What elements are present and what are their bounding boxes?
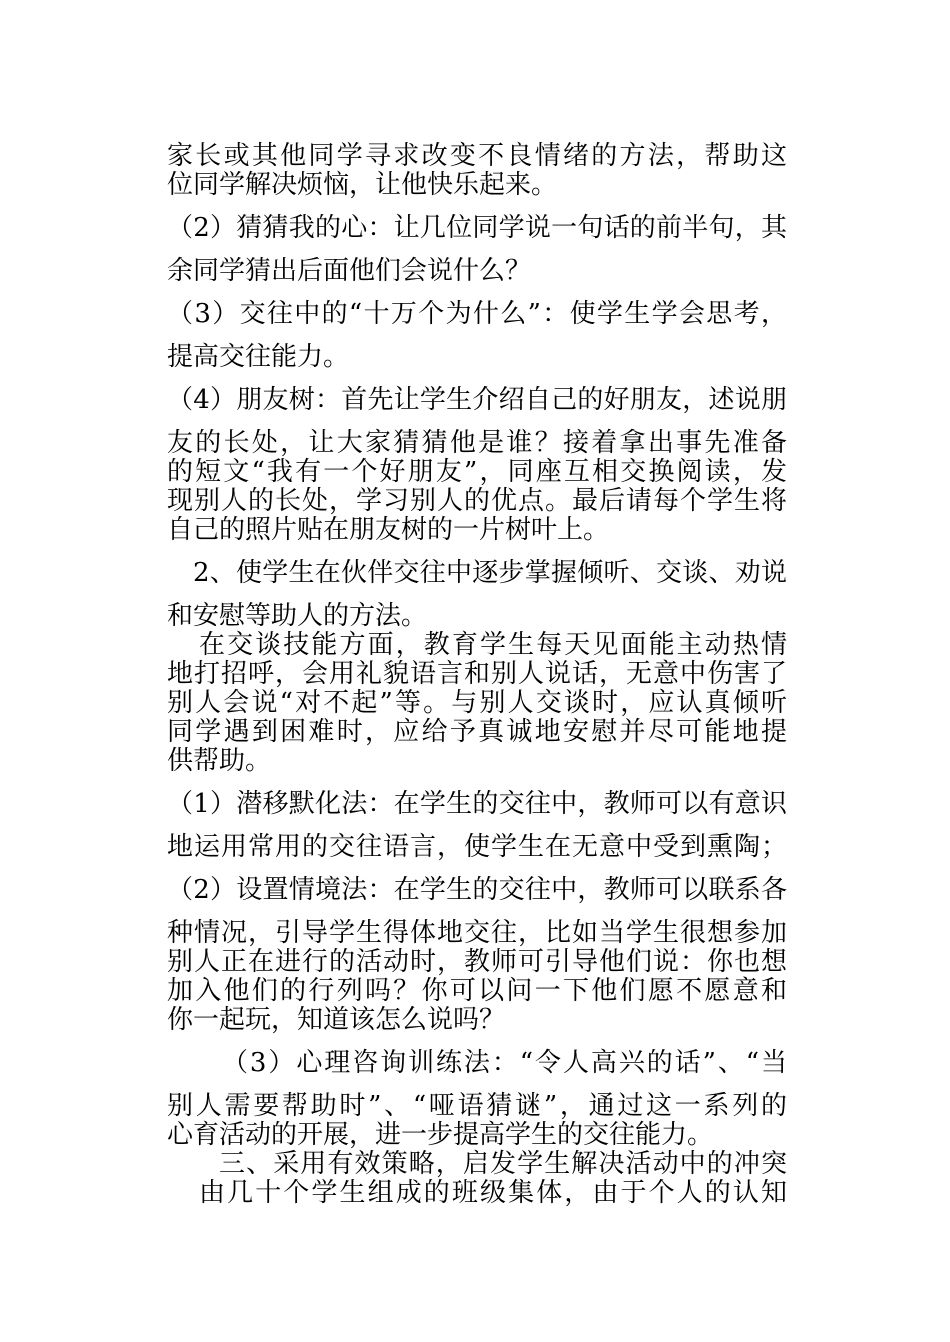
text-line: （1）潜移默化法：在学生的交往中，教师可以有意识 [167, 789, 787, 819]
text-line: 的短文“我有一个好朋友”，同座互相交换阅读，发 [167, 457, 787, 487]
text-line: 地运用常用的交往语言，使学生在无意中受到熏陶； [167, 832, 787, 862]
text-line: （2）猜猜我的心：让几位同学说一句话的前半句，其 [167, 213, 787, 243]
text-line: 友的长处，让大家猜猜他是谁？接着拿出事先准备 [167, 428, 787, 458]
text-line: 在交谈技能方面，教育学生每天见面能主动热情 [199, 630, 787, 660]
text-line: 自己的照片贴在朋友树的一片树叶上。 [167, 515, 610, 545]
text-line: 心育活动的开展，进一步提高学生的交往能力。 [167, 1120, 714, 1150]
text-line: 位同学解决烦恼，让他快乐起来。 [167, 170, 558, 200]
text-line: （4）朋友树：首先让学生介绍自己的好朋友，述说朋 [167, 385, 787, 415]
text-line: 别人会说“对不起”等。与别人交谈时，应认真倾听 [167, 688, 787, 718]
text-line: 余同学猜出后面他们会说什么？ [167, 256, 532, 286]
text-line: 提高交往能力。 [167, 342, 350, 372]
text-line: 加入他们的行列吗？你可以问一下他们愿不愿意和 [167, 976, 787, 1006]
text-line: 由几十个学生组成的班级集体，由于个人的认知 [199, 1178, 787, 1208]
text-line: 你一起玩，知道该怎么说吗？ [167, 1005, 506, 1035]
text-line: 和安慰等助人的方法。 [167, 601, 428, 631]
text-line: （2）设置情境法：在学生的交往中，教师可以联系各 [167, 875, 787, 905]
text-line: 别人正在进行的活动时，教师可引导他们说：你也想 [167, 947, 787, 977]
text-line: 别人需要帮助时”、“哑语猜谜”，通过这一系列的 [167, 1091, 787, 1121]
text-line: 供帮助。 [167, 746, 272, 776]
text-line: 地打招呼，会用礼貌语言和别人说话，无意中伤害了 [167, 659, 787, 689]
text-line: 现别人的长处，学习别人的优点。最后请每个学生将 [167, 486, 787, 516]
text-line: 种情况，引导学生得体地交往，比如当学生很想参加 [167, 918, 787, 948]
text-line: 三、采用有效策略，启发学生解决活动中的冲突 [219, 1149, 787, 1179]
text-line: 同学遇到困难时，应给予真诚地安慰并尽可能地提 [167, 717, 787, 747]
text-line: （3）心理咨询训练法：“令人高兴的话”、“当 [222, 1048, 787, 1078]
text-line: 2、使学生在伙伴交往中逐步掌握倾听、交谈、劝说 [193, 558, 787, 588]
text-line: （3）交往中的“十万个为什么”：使学生学会思考， [167, 299, 787, 329]
text-line: 家长或其他同学寻求改变不良情绪的方法，帮助这 [167, 141, 787, 171]
